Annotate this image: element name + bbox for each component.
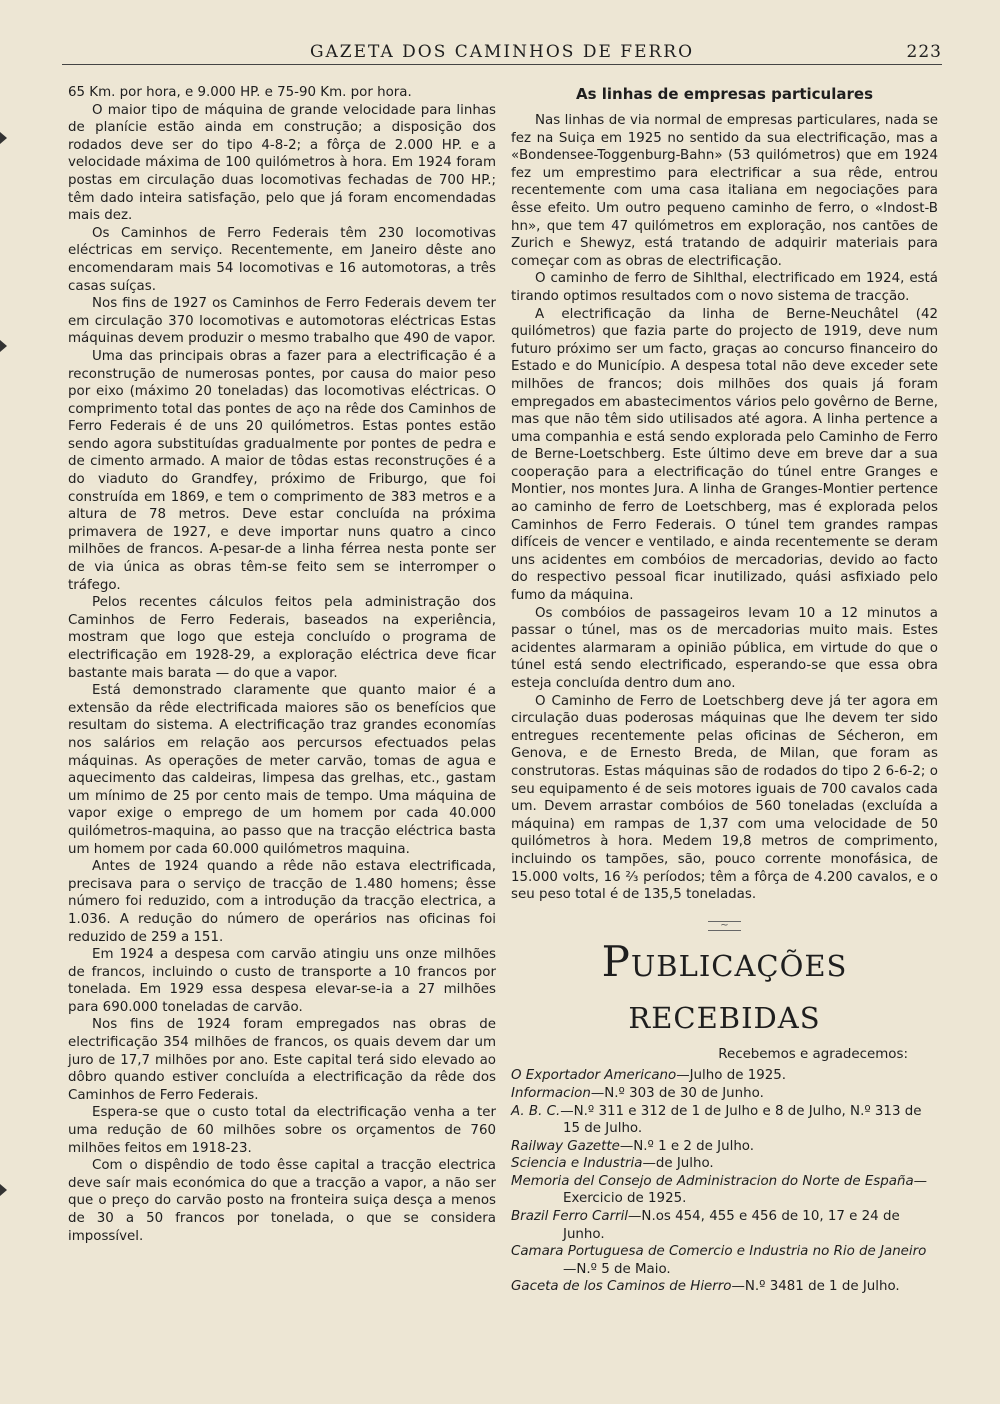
list-item	[511, 1103, 938, 1138]
section-divider-ornament	[511, 916, 938, 934]
publication-detail: —N.º 5 de Maio.	[563, 1261, 671, 1277]
paragraph: O maior tipo de máquina de grande velocidade para linhas de planície estão ainda em construção; a disposição dos rodados deve ser do tipo 4-8-2; a fôrça de 2.000 HP. e a velocidade máxima de 100 quilómetros à hora. Em 1924 foram postas em circulação duas locomotivas fechadas de 700 HP.; têm dado inteira satisfação, pelo que já foram encomendadas mais dez.	[68, 102, 496, 224]
page-header	[62, 40, 942, 65]
list-item	[511, 1208, 938, 1243]
paragraph: Nos fins de 1927 os Caminhos de Ferro Federais devem ter em circulação 370 locomotivas e automotoras eléctricas Estas máquinas devem produzir o mesmo trabalho que 490 de vapor.	[68, 296, 496, 347]
right-column	[511, 84, 938, 1296]
list-item	[511, 1278, 938, 1296]
publication-detail: —de Julho.	[642, 1156, 714, 1172]
list-item	[511, 1138, 938, 1156]
publication-name: Brazil Ferro Carril	[511, 1209, 629, 1225]
publications-intro: Recebemos e agradecemos:	[718, 1046, 908, 1062]
paragraph: Nos fins de 1924 foram empregados nas obras de electrificação 354 milhões de francos, os quais devem dar um juro de 17,7 milhões por ano. Este capital terá sido elevado ao dôbro quando estiver concluída a electrificação da rêde dos Caminhos de Ferro Federais.	[68, 1017, 496, 1103]
binding-hole-mark	[0, 340, 7, 352]
publication-detail: —Exercicio de 1925.	[563, 1173, 928, 1207]
list-item	[511, 1243, 938, 1278]
ornament-glyph: ~	[708, 921, 740, 931]
page-number: 223	[906, 42, 942, 62]
publication-detail: —Julho de 1925.	[676, 1068, 787, 1084]
list-item	[511, 1173, 938, 1208]
paragraph: Pelos recentes cálculos feitos pela administração dos Caminhos de Ferro Federais, baseados na experiência, mostram que logo que esteja concluído o programa de electrificação em 1928-29, a exploração eléctrica deve ficar bastante mais barata — do que a vapor.	[68, 595, 496, 681]
publication-name: O Exportador Americano	[511, 1068, 677, 1084]
publication-detail: —N.º 303 de 30 de Junho.	[590, 1085, 764, 1101]
publication-title: GAZETA DOS CAMINHOS DE FERRO	[309, 42, 695, 62]
publications-list	[511, 1067, 938, 1296]
paragraph: Em 1924 a despesa com carvão atingiu uns onze milhões de francos, incluindo o custo de transporte a 10 francos por tonelada. Em 1929 essa despesa elevar-se-ia a 27 milhões para 690.000 toneladas de carvão.	[68, 947, 496, 1015]
paragraph: 65 Km. por hora, e 9.000 HP. e 75-90 Km. por hora.	[68, 85, 412, 100]
publication-detail: —N.º 1 e 2 de Julho.	[619, 1138, 755, 1154]
paragraph: O caminho de ferro de Sihlthal, electrificado em 1924, está tirando optimos resultados com o novo sistema de tracção.	[511, 271, 938, 304]
paragraph: Os combóios de passageiros levam 10 a 12 minutos a passar o túnel, mas os de mercadorias muito mais. Estes acidentes alarmaram a opinião pública, em virtude do que o túnel está sendo electrificado, esperando-se que essa obra esteja concluída dentro dum ano.	[511, 605, 938, 691]
publication-name: Sciencia e Industria	[511, 1156, 643, 1172]
binding-hole-mark	[0, 1184, 7, 1196]
paragraph: Com o dispêndio de todo êsse capital a tracção electrica deve saír mais económica do que a tracção a vapor, a não ser que o preço do carvão posto na fronteira suiça desça a menos de 30 a 50 francos por tonelada, o que se considera impossível.	[68, 1158, 496, 1244]
list-item	[511, 1085, 938, 1103]
section-heading: As linhas de empresas particulares	[575, 85, 874, 103]
publication-name: Informacion	[511, 1085, 591, 1101]
paragraph: Espera-se que o custo total da electrificação venha a ter uma redução de 60 milhões sobre os orçamentos de 760 milhões feitos em 1918-23.	[68, 1105, 496, 1156]
paragraph: Uma das principais obras a fazer para a electrificação é a reconstrução de numerosas pontes, por causa do maior peso por eixo (máximo 20 toneladas) das locomotivas eléctricas. O comprimento total das pontes de aço na rêde dos Caminhos de Ferro Federais é de uns 20 quilómetros. Estas pontes estão sendo agora substituídas gradualmente por pontes de pedra e de cimento armado. A maior de tôdas estas reconstruções é a do viaduto do Grandfey, próximo de Friburgo, que foi construída em 1869, e tem o comprimento de 383 metros e a altura de 78 metros. Deve estar concluída na próxima primavera de 1927, e deve importar nuns quatro a cinco milhões de francos. A-pesar-de a linha férrea nesta ponte ser de via única as obras têm-se feito sem se interromper o tráfego.	[68, 348, 496, 593]
publication-name: A. B. C.	[511, 1103, 561, 1119]
publication-detail: —N.os 454, 455 e 456 de 10, 17 e 24 de Junho.	[563, 1209, 900, 1242]
publication-name: Memoria del Consejo de Administracion do Norte de España	[511, 1173, 914, 1189]
publication-name: Gaceta de los Caminos de Hierro	[511, 1279, 732, 1295]
paragraph: Os Caminhos de Ferro Federais têm 230 locomotivas eléctricas em serviço. Recentemente, em Janeiro dêste ano encomendaram mais 54 locomotivas e 16 automotoras, a três casas suíças.	[68, 225, 496, 294]
publication-detail: —N.º 3481 de 1 de Julho.	[731, 1279, 900, 1295]
list-item	[511, 1067, 938, 1085]
paragraph: A electrificação da linha de Berne-Neuchâtel (42 quilómetros) que fazia parte do projecto de 1919, deve num futuro próximo ser um facto, graças ao concurso financeiro do Estado e do Município. A despesa total não deve exceder sete milhões de francos; dois milhões dos quais já foram empregados em abastecimentos vários pelo govêrno de Berne, mas que não têm sido utilisados até agora. A linha pertence a uma companhia e está sendo explorada pelo Caminho de Ferro de Berne-Loetschberg. Este último deve em breve dar a sua cooperação para a electrificação do túnel entre Granges e Montier, nos montes Jura. A linha de Granges-Montier pertence ao caminho de ferro de Loetschberg, mas é explorada pelos Caminhos de Ferro Federais. O túnel tem grandes rampas difíceis de vencer e ventilado, e ainda recentemente se deram uns acidentes em combóios de mercadorias, devido ao facto do respectivo pessoal ficar inutilizado, quási asfixiado pelo fumo da máquina.	[511, 306, 938, 604]
paragraph: Nas linhas de via normal de empresas particulares, nada se fez na Suiça em 1925 no sentido da sua electrificação, mas a «Bondensee-Toggenburg-Bahn» (53 quilómetros) que em 1924 fez um emprestimo para electrificar a sua rêde, entrou recentemente com uma casa italiana em negociações para êsse efeito. Um outro pequeno caminho de ferro, o «Indost-B hn», que tem 47 quilómetros em exploração, nos cantões de Zurich e Shewyz, está tratando de adquirir materiais para começar com as obras de electrificação.	[511, 113, 938, 269]
paragraph: Antes de 1924 quando a rêde não estava electrificada, precisava para o serviço de tracção de 1.480 homens; êsse número foi reduzido, com a introdução da tracção electrica, a 1.036. A redução do número de operários nas oficinas foi reduzido de 259 a 151.	[68, 859, 496, 945]
publication-name: Railway Gazette	[511, 1138, 620, 1154]
publications-heading: Publicações recebidas	[601, 936, 848, 1038]
paragraph: Está demonstrado claramente que quanto maior é a extensão da rêde electrificada maiores são os benefícios que resultam do sistema. A electrificação traz grandes economías nos salários em relação aos percursos efectuados pelas máquinas. As operações de meter carvão, tomas de agua e aquecimento das caldeiras, limpesa das grelhas, etc., gastam um mínimo de 25 por cento mais de tempo. Uma máquina de vapor exige o emprego de um homem por cada 40.000 quilómetros-maquina, ao passo que na tracção eléctrica basta um homem por cada 60.000 quilómetros maquina.	[68, 683, 496, 857]
binding-hole-mark	[0, 132, 7, 144]
list-item	[511, 1155, 938, 1173]
publication-name: Camara Portuguesa de Comercio e Industria no Rio de Janeiro	[511, 1244, 927, 1260]
paragraph: O Caminho de Ferro de Loetschberg deve já ter agora em circulação duas poderosas máquinas que lhe devem ter sido entregues recentemente pelas oficinas de Sécheron, em Genova, e de Ernesto Breda, de Milan, que foram as construtoras. Estas máquinas são de rodados do tipo 2 6-6-2; o seu equipamento é de seis motores iguais de 700 cavalos cada um. Devem arrastar combóios de 560 toneladas (excluída a máquina) em rampas de 1,37 com uma velocidade de 50 quilómetros à hora. Medem 19,8 metros de comprimento, incluindo os tampões, são, pouco corrente monofásica, de 15.000 volts, 16 ⅔ períodos; têm a fôrça de 4.200 cavalos, e o seu peso total é de 135,5 toneladas.	[511, 693, 938, 903]
left-column	[68, 84, 496, 1245]
publication-detail: —N.º 311 e 312 de 1 de Julho e 8 de Julho, N.º 313 de 15 de Julho.	[560, 1103, 922, 1137]
